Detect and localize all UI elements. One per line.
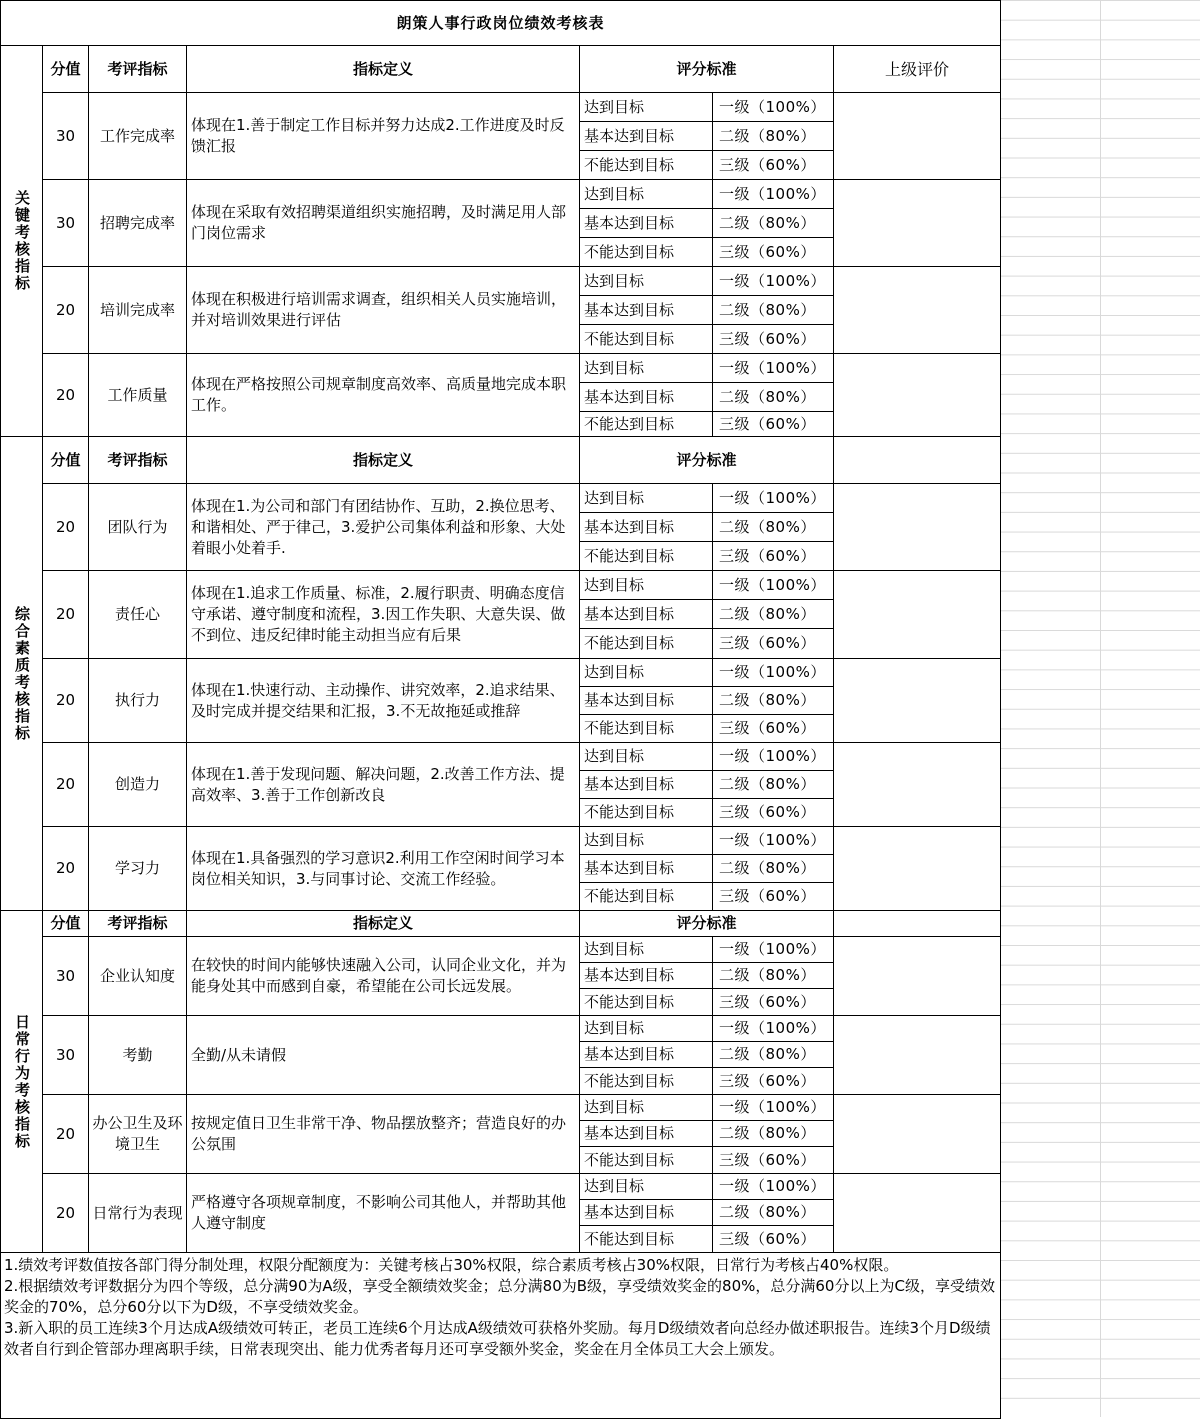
standard-level-cell: 达到目标 (580, 1095, 713, 1121)
standard-grade-cell: 三级（60%） (713, 715, 834, 743)
empty-cell (834, 911, 1001, 937)
indicator-cell: 日常行为表现 (89, 1174, 187, 1253)
standard-level-cell: 基本达到目标 (580, 1200, 713, 1226)
definition-cell: 严格遵守各项规章制度，不影响公司其他人，并帮助其他人遵守制度 (187, 1174, 580, 1253)
standard-grade-cell: 一级（100%） (713, 571, 834, 600)
standard-level-cell: 达到目标 (580, 93, 713, 122)
standard-grade-cell: 一级（100%） (713, 93, 834, 122)
standard-grade-cell: 一级（100%） (713, 1095, 834, 1121)
standard-grade-cell: 二级（80%） (713, 122, 834, 151)
score-cell: 20 (43, 659, 89, 743)
standard-level-cell: 不能达到目标 (580, 883, 713, 911)
score-cell: 30 (43, 1016, 89, 1095)
header-score: 分值 (43, 46, 89, 93)
table-row (1, 827, 1001, 855)
standard-grade-cell: 三级（60%） (713, 883, 834, 911)
standard-level-cell: 达到目标 (580, 743, 713, 771)
score-cell: 20 (43, 571, 89, 659)
standard-grade-cell: 二级（80%） (713, 296, 834, 325)
note-item: 1.绩效考评数值按各部门得分制处理，权限分配额度为：关键考核占30%权限，综合素质考核占30%权限，日常行为考核占40%权限。 (4, 1256, 899, 1274)
standard-grade-cell: 二级（80%） (713, 687, 834, 715)
standard-level-cell: 达到目标 (580, 827, 713, 855)
standard-level-cell: 不能达到目标 (580, 1226, 713, 1253)
section-label: 综合素质考核指标 (1, 437, 43, 911)
standard-grade-cell: 二级（80%） (713, 209, 834, 238)
standard-level-cell: 基本达到目标 (580, 963, 713, 989)
score-cell: 30 (43, 180, 89, 267)
superior-evaluation-input[interactable] (834, 354, 1001, 437)
standard-grade-cell: 三级（60%） (713, 1226, 834, 1253)
table-row (1, 267, 1001, 296)
table-row (1, 743, 1001, 771)
standard-grade-cell: 二级（80%） (713, 771, 834, 799)
score-cell: 20 (43, 1095, 89, 1174)
empty-cell (834, 437, 1001, 484)
table-row (1, 1095, 1001, 1121)
page-title: 朗策人事行政岗位绩效考核表 (1, 1, 1001, 46)
header-indicator: 考评指标 (89, 46, 187, 93)
standard-grade-cell: 一级（100%） (713, 1016, 834, 1042)
standard-level-cell: 达到目标 (580, 1174, 713, 1200)
standard-level-cell: 不能达到目标 (580, 151, 713, 180)
standard-level-cell: 不能达到目标 (580, 715, 713, 743)
indicator-cell: 工作完成率 (89, 93, 187, 180)
definition-cell: 按规定值日卫生非常干净、物品摆放整齐；营造良好的办公氛围 (187, 1095, 580, 1174)
title-row (1, 1, 1001, 46)
standard-grade-cell: 一级（100%） (713, 354, 834, 383)
definition-cell: 全勤/从未请假 (187, 1016, 580, 1095)
definition-cell: 体现在采取有效招聘渠道组织实施招聘，及时满足用人部门岗位需求 (187, 180, 580, 267)
table-row (1, 1016, 1001, 1042)
definition-cell: 体现在积极进行培训需求调查，组织相关人员实施培训，并对培训效果进行评估 (187, 267, 580, 354)
standard-grade-cell: 三级（60%） (713, 238, 834, 267)
definition-cell: 体现在1.为公司和部门有团结协作、互助，2.换位思考、和谐相处、严于律己，3.爱护公司集体利益和形象、大处着眼小处着手. (187, 484, 580, 571)
standard-grade-cell: 三级（60%） (713, 1068, 834, 1095)
standard-level-cell: 基本达到目标 (580, 1042, 713, 1068)
header-superior: 上级评价 (834, 46, 1001, 93)
standard-level-cell: 达到目标 (580, 180, 713, 209)
standard-level-cell: 不能达到目标 (580, 1068, 713, 1095)
superior-evaluation-input[interactable] (834, 484, 1001, 571)
column-header-row (1, 911, 1001, 937)
standard-level-cell: 基本达到目标 (580, 1121, 713, 1147)
header-definition: 指标定义 (187, 46, 580, 93)
standard-level-cell: 基本达到目标 (580, 771, 713, 799)
superior-evaluation-input[interactable] (834, 827, 1001, 911)
standard-grade-cell: 二级（80%） (713, 855, 834, 883)
score-cell: 20 (43, 1174, 89, 1253)
score-cell: 20 (43, 743, 89, 827)
standard-level-cell: 不能达到目标 (580, 1147, 713, 1174)
standard-level-cell: 达到目标 (580, 659, 713, 687)
score-cell: 20 (43, 354, 89, 437)
notes-block (1, 1253, 1001, 1419)
definition-cell: 体现在1.善于发现问题、解决问题，2.改善工作方法、提高效率、3.善于工作创新改良 (187, 743, 580, 827)
standard-grade-cell: 一级（100%） (713, 659, 834, 687)
standard-grade-cell: 一级（100%） (713, 267, 834, 296)
standard-level-cell: 不能达到目标 (580, 412, 713, 437)
standard-level-cell: 达到目标 (580, 354, 713, 383)
definition-cell: 体现在1.追求工作质量、标准，2.履行职责、明确态度信守承诺、遵守制度和流程，3.因工作失职、大意失误、做不到位、违反纪律时能主动担当应有后果 (187, 571, 580, 659)
header-score: 分值 (43, 437, 89, 484)
superior-evaluation-input[interactable] (834, 267, 1001, 354)
indicator-cell: 执行力 (89, 659, 187, 743)
header-indicator: 考评指标 (89, 437, 187, 484)
superior-evaluation-input[interactable] (834, 1095, 1001, 1174)
indicator-cell: 企业认知度 (89, 937, 187, 1016)
standard-level-cell: 达到目标 (580, 937, 713, 963)
column-header-row (1, 46, 1001, 93)
score-cell: 20 (43, 484, 89, 571)
standard-level-cell: 基本达到目标 (580, 296, 713, 325)
table-row (1, 571, 1001, 600)
standard-grade-cell: 三级（60%） (713, 151, 834, 180)
header-indicator: 考评指标 (89, 911, 187, 937)
superior-evaluation-input[interactable] (834, 1016, 1001, 1095)
header-standard: 评分标准 (580, 911, 834, 937)
standard-level-cell: 不能达到目标 (580, 325, 713, 354)
standard-grade-cell: 三级（60%） (713, 989, 834, 1016)
standard-level-cell: 不能达到目标 (580, 238, 713, 267)
standard-level-cell: 基本达到目标 (580, 383, 713, 412)
standard-level-cell: 不能达到目标 (580, 542, 713, 571)
standard-level-cell: 基本达到目标 (580, 122, 713, 151)
table-row (1, 354, 1001, 383)
standard-grade-cell: 二级（80%） (713, 383, 834, 412)
definition-cell: 体现在1.具备强烈的学习意识2.利用工作空闲时间学习本岗位相关知识，3.与同事讨论、交流工作经验。 (187, 827, 580, 911)
table-row (1, 659, 1001, 687)
table-row (1, 484, 1001, 513)
indicator-cell: 办公卫生及环境卫生 (89, 1095, 187, 1174)
note-item: 2.根据绩效考评数据分为四个等级，总分满90为A级，享受全额绩效奖金；总分满80为B级，享受绩效奖金的80%，总分满60分以上为C级，享受绩效奖金的70%，总分60分以下为D级，不享受绩效奖金。 (4, 1277, 995, 1316)
standard-grade-cell: 二级（80%） (713, 1042, 834, 1068)
table-row (1, 1174, 1001, 1200)
standard-grade-cell: 一级（100%） (713, 937, 834, 963)
indicator-cell: 责任心 (89, 571, 187, 659)
standard-level-cell: 达到目标 (580, 267, 713, 296)
header-definition: 指标定义 (187, 911, 580, 937)
superior-evaluation-input[interactable] (834, 1174, 1001, 1253)
standard-level-cell: 达到目标 (580, 484, 713, 513)
superior-evaluation-input[interactable] (834, 659, 1001, 743)
header-score: 分值 (43, 911, 89, 937)
indicator-cell: 学习力 (89, 827, 187, 911)
standard-grade-cell: 二级（80%） (713, 600, 834, 629)
standard-level-cell: 基本达到目标 (580, 600, 713, 629)
standard-level-cell: 不能达到目标 (580, 799, 713, 827)
header-standard: 评分标准 (580, 437, 834, 484)
score-cell: 30 (43, 93, 89, 180)
header-standard: 评分标准 (580, 46, 834, 93)
definition-cell: 体现在严格按照公司规章制度高效率、高质量地完成本职工作。 (187, 354, 580, 437)
standard-grade-cell: 一级（100%） (713, 827, 834, 855)
standard-grade-cell: 三级（60%） (713, 412, 834, 437)
indicator-cell: 团队行为 (89, 484, 187, 571)
standard-grade-cell: 二级（80%） (713, 1121, 834, 1147)
standard-grade-cell: 三级（60%） (713, 799, 834, 827)
definition-cell: 在较快的时间内能够快速融入公司，认同企业文化，并为能身处其中而感到自豪，希望能在公司长远发展。 (187, 937, 580, 1016)
standard-level-cell: 基本达到目标 (580, 209, 713, 238)
standard-grade-cell: 三级（60%） (713, 629, 834, 659)
definition-cell: 体现在1.善于制定工作目标并努力达成2.工作进度及时反馈汇报 (187, 93, 580, 180)
indicator-cell: 考勤 (89, 1016, 187, 1095)
indicator-cell: 培训完成率 (89, 267, 187, 354)
standard-level-cell: 不能达到目标 (580, 629, 713, 659)
standard-level-cell: 基本达到目标 (580, 513, 713, 542)
section-label: 日常行为考核指标 (1, 911, 43, 1253)
superior-evaluation-input[interactable] (834, 180, 1001, 267)
standard-grade-cell: 三级（60%） (713, 325, 834, 354)
table-row (1, 93, 1001, 122)
standard-grade-cell: 三级（60%） (713, 1147, 834, 1174)
standard-level-cell: 达到目标 (580, 1016, 713, 1042)
spreadsheet-grid-background (1000, 0, 1200, 1417)
standard-grade-cell: 二级（80%） (713, 963, 834, 989)
standard-grade-cell: 二级（80%） (713, 1200, 834, 1226)
table-row (1, 937, 1001, 963)
header-definition: 指标定义 (187, 437, 580, 484)
indicator-cell: 工作质量 (89, 354, 187, 437)
indicator-cell: 创造力 (89, 743, 187, 827)
standard-grade-cell: 一级（100%） (713, 1174, 834, 1200)
section-label: 关键考核指标 (1, 46, 43, 437)
standard-level-cell: 基本达到目标 (580, 855, 713, 883)
indicator-cell: 招聘完成率 (89, 180, 187, 267)
score-cell: 20 (43, 827, 89, 911)
superior-evaluation-input[interactable] (834, 571, 1001, 659)
notes-row (1, 1253, 1001, 1419)
standard-level-cell: 不能达到目标 (580, 989, 713, 1016)
definition-cell: 体现在1.快速行动、主动操作、讲究效率，2.追求结果、及时完成并提交结果和汇报，3.不无故拖延或推辞 (187, 659, 580, 743)
column-header-row (1, 437, 1001, 484)
superior-evaluation-input[interactable] (834, 937, 1001, 1016)
standard-level-cell: 基本达到目标 (580, 687, 713, 715)
standard-grade-cell: 二级（80%） (713, 513, 834, 542)
table-row (1, 180, 1001, 209)
standard-grade-cell: 一级（100%） (713, 743, 834, 771)
standard-grade-cell: 一级（100%） (713, 484, 834, 513)
score-cell: 30 (43, 937, 89, 1016)
note-item: 3.新入职的员工连续3个月达成A级绩效可转正，老员工连续6个月达成A级绩效可获格外奖励。每月D级绩效者向总经办做述职报告。连续3个月D级绩效者自行到企管部办理离职手续，日常表现突出、能力优秀者每月还可享受额外奖金，奖金在月全体员工大会上颁发。 (4, 1319, 991, 1358)
standard-level-cell: 达到目标 (580, 571, 713, 600)
standard-grade-cell: 一级（100%） (713, 180, 834, 209)
superior-evaluation-input[interactable] (834, 743, 1001, 827)
standard-grade-cell: 三级（60%） (713, 542, 834, 571)
score-cell: 20 (43, 267, 89, 354)
superior-evaluation-input[interactable] (834, 93, 1001, 180)
